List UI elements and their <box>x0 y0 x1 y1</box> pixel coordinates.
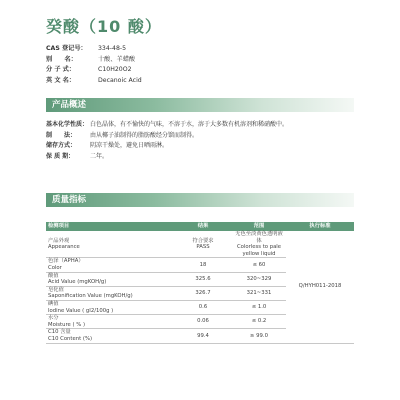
cell-item-cn: C10 含量 <box>48 329 71 336</box>
cell-item-cn: 酸值 <box>48 272 59 279</box>
table-row <box>46 231 354 258</box>
cell-item-en: C10 Content (%) <box>48 335 93 342</box>
cell-item-cn: 碘值 <box>48 300 59 307</box>
section-title: 产品概述 <box>52 100 87 110</box>
cell-range-en: ≤ 0.2 <box>251 318 267 325</box>
cell-result-en: PASS <box>196 244 210 251</box>
overview-value: 二年。 <box>90 152 109 160</box>
meta-label: 分 子 式： <box>46 66 76 73</box>
cell-result-en: 326.7 <box>195 290 211 297</box>
overview-label: 制 法： <box>46 131 77 139</box>
header-standard: 执行标准 <box>286 222 354 231</box>
product-overview <box>46 120 356 162</box>
cell-standard: Q/HYH011-2018 <box>286 231 354 343</box>
cell-range-en: 321~331 <box>246 290 272 297</box>
header-range: 范围 <box>232 222 286 231</box>
overview-row <box>46 141 356 152</box>
meta-value: C10H20O2 <box>98 66 132 73</box>
cell-range <box>232 258 286 272</box>
cell-result <box>174 286 232 300</box>
cell-range-en: ≤ 60 <box>252 261 266 268</box>
cell-item-en: Acid Value (mgKOH/g) <box>48 279 107 286</box>
meta-label: 英 文 名： <box>46 76 76 84</box>
cell-item <box>46 315 174 329</box>
overview-label: 储存方式： <box>46 142 77 149</box>
cell-range-en: ≤ 1.0 <box>251 304 267 311</box>
cell-result-en: 99.4 <box>197 332 209 339</box>
table-body <box>46 231 354 343</box>
overview-label: 基本化学性质： <box>46 121 89 128</box>
cell-item <box>46 329 174 343</box>
product-meta <box>46 44 346 86</box>
cell-range <box>232 329 286 343</box>
cell-result <box>174 272 232 286</box>
cell-range-en: ≥ 99.0 <box>250 332 268 339</box>
cell-item-en: Appearance <box>48 244 80 251</box>
cell-result-en: 0.06 <box>197 318 209 325</box>
header-result: 结果 <box>174 222 232 231</box>
cell-result <box>174 315 232 329</box>
cell-item-en: Iodine Value ( gI2/100g ) <box>48 307 114 314</box>
overview-row <box>46 131 356 142</box>
section-header-overview <box>46 98 354 112</box>
cell-item-cn: 皂化值 <box>48 286 64 293</box>
cell-range-en: 320~329 <box>246 275 272 282</box>
section-header-quality <box>46 193 354 207</box>
meta-label: CAS 登记号： <box>46 45 87 52</box>
cell-result-cn: 符合要求 <box>192 237 214 244</box>
overview-label: 保 质 期： <box>46 152 75 160</box>
meta-value: 334-48-5 <box>98 45 127 52</box>
meta-value: 十酸、羊蜡酸 <box>98 55 136 63</box>
overview-row <box>46 152 356 163</box>
overview-value: 阴凉干燥处，避免日晒雨淋。 <box>90 142 169 149</box>
cell-item-en: Saponification Value (mgKOH/g) <box>48 293 133 300</box>
table-header-row <box>46 222 354 231</box>
cell-result <box>174 329 232 343</box>
cell-result-en: 325.6 <box>195 275 211 282</box>
cell-result <box>174 300 232 314</box>
section-title: 质量指标 <box>52 195 87 205</box>
overview-value: 白色晶体，有不愉快的气味，不溶于水，溶于大多数有机溶剂和稀硝酸中。 <box>90 121 289 128</box>
cell-item <box>46 300 174 314</box>
cell-range <box>232 315 286 329</box>
meta-label: 别 名： <box>46 55 77 63</box>
header-item: 检测项目 <box>46 222 174 231</box>
cell-item-cn: 水分 <box>48 315 59 322</box>
cell-range-en: Colorless to pale yellow liquid <box>236 244 282 257</box>
cell-range <box>232 286 286 300</box>
cell-item <box>46 258 174 272</box>
cell-range <box>232 272 286 286</box>
cell-item-cn: 产品外观 <box>48 237 70 244</box>
cell-result <box>174 258 232 272</box>
cell-result-en: 0.6 <box>198 304 208 311</box>
cell-item <box>46 286 174 300</box>
meta-value: Decanoic Acid <box>98 76 142 84</box>
cell-item-cn: 色泽（APHA） <box>48 258 84 265</box>
quality-spec-table <box>46 222 354 344</box>
meta-row-english-name <box>46 76 346 87</box>
cell-range <box>232 231 286 258</box>
cell-range-cn: 无色至淡黄色透明液体 <box>235 231 283 244</box>
cell-item <box>46 231 174 258</box>
meta-row-formula <box>46 65 346 76</box>
meta-row-alias <box>46 55 346 66</box>
meta-row-cas <box>46 44 346 55</box>
cell-item <box>46 272 174 286</box>
cell-result <box>174 231 232 258</box>
overview-value: 由从椰子油制得的脂肪酸经分馏而制得。 <box>90 131 199 139</box>
cell-range <box>232 300 286 314</box>
cell-result-en: 18 <box>199 261 207 268</box>
cell-item-en: Moisture ( % ) <box>48 321 86 328</box>
page-title: 癸酸（10 酸） <box>46 17 162 36</box>
cell-item-en: Color <box>48 264 62 271</box>
overview-row <box>46 120 356 131</box>
